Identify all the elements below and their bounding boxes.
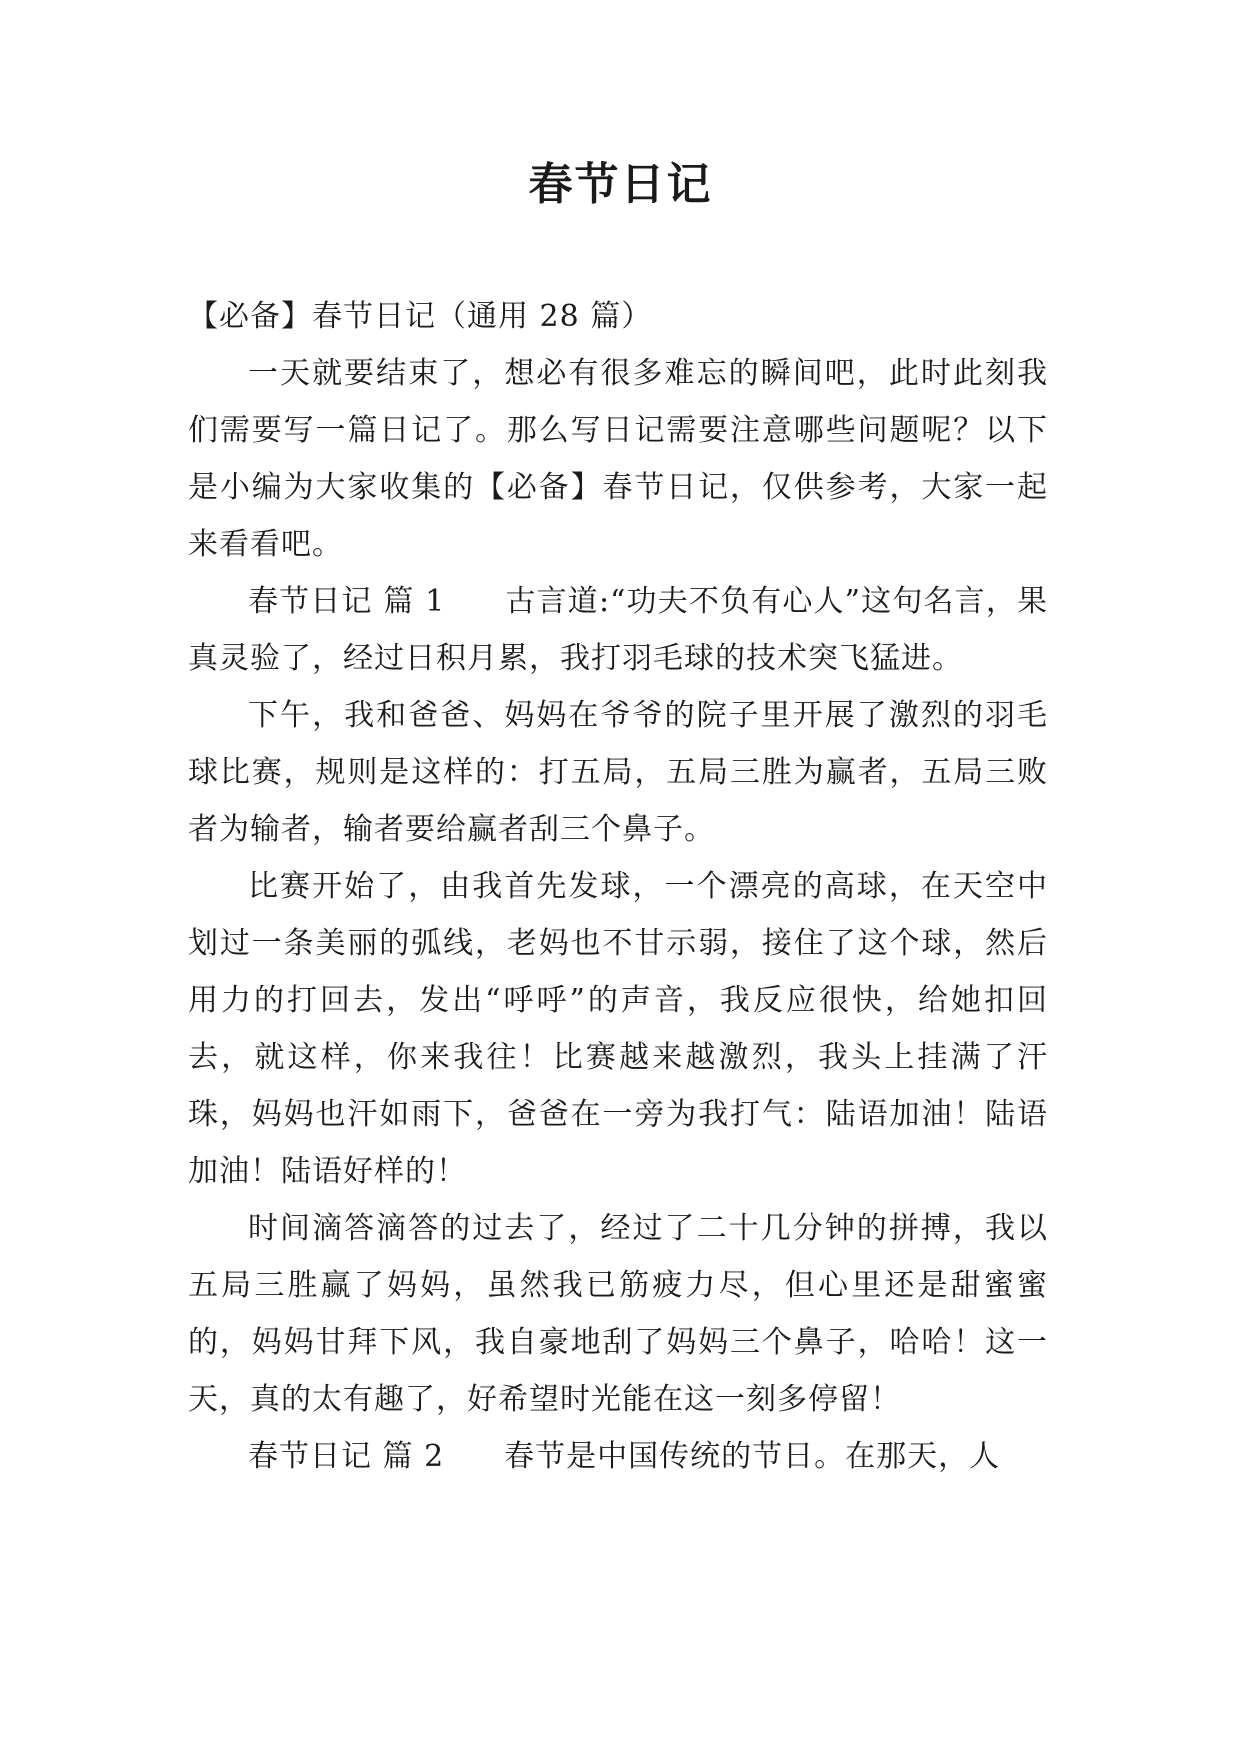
document-body (188, 288, 1048, 1485)
entry-1-first-text: 古言道:“功夫不负有心人”这句名言，果真灵验了，经过日积月累，我打羽毛球的技术突飞猛进。 (188, 584, 1048, 676)
entry-1-first-paragraph (188, 573, 1048, 687)
document-title: 春节日记 (528, 159, 713, 210)
entry-1-paragraph: 下午，我和爸爸、妈妈在爷爷的院子里开展了激烈的羽毛球比赛，规则是这样的：打五局，五局三胜为赢者，五局三败者为输者，输者要给赢者刮三个鼻子。 (188, 698, 1048, 847)
entry-1-paragraph: 时间滴答滴答的过去了，经过了二十几分钟的拼搏，我以五局三胜赢了妈妈，虽然我已筋疲力尽，但心里还是甜蜜蜜的，妈妈甘拜下风，我自豪地刮了妈妈三个鼻子，哈哈！这一天，真的太有趣了，好希望时光能在这一刻多停留！ (188, 1211, 1048, 1417)
entry-1-paragraph: 比赛开始了，由我首先发球，一个漂亮的高球，在天空中划过一条美丽的弧线，老妈也不甘示弱，接住了这个球，然后用力的打回去，发出“呼呼”的声音，我反应很快，给她扣回去，就这样，你来我往！比赛越来越激烈，我头上挂满了汗珠，妈妈也汗如雨下，爸爸在一旁为我打气：陆语加油！陆语加油！陆语好样的！ (188, 869, 1048, 1189)
entry-2-first-paragraph (188, 1428, 1048, 1485)
intro-paragraph: 一天就要结束了，想必有很多难忘的瞬间吧，此时此刻我们需要写一篇日记了。那么写日记需要注意哪些问题呢？以下是小编为大家收集的【必备】春节日记，仅供参考，大家一起来看看吧。 (188, 356, 1048, 562)
document-subtitle: 【必备】春节日记（通用 28 篇） (188, 299, 653, 334)
entry-2-first-text: 春节是中国传统的节日。在那天，人 (504, 1439, 1001, 1474)
entry-1-heading: 春节日记 篇 1 (248, 584, 446, 619)
entry-2-heading: 春节日记 篇 2 (248, 1439, 445, 1474)
